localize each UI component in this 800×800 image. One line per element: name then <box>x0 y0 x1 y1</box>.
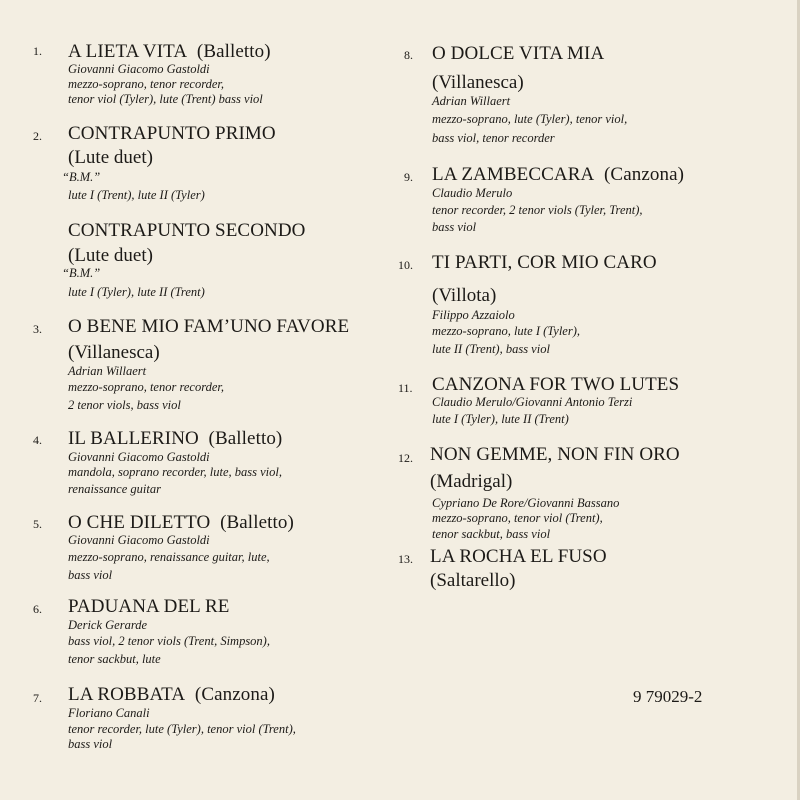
track-instruments-line: lute II (Trent), bass viol <box>432 342 550 356</box>
track-title: TI PARTI, COR MIO CARO <box>432 252 657 273</box>
track-number: 2. <box>33 129 42 143</box>
track-number: 10. <box>398 258 413 272</box>
track-instruments-line: bass viol, 2 tenor viols (Trent, Simpson), <box>68 634 270 648</box>
track-instruments-line: tenor recorder, 2 tenor viols (Tyler, Trent), <box>432 203 643 217</box>
track-title: LA ROCHA EL FUSO <box>430 546 607 567</box>
track-number: 3. <box>33 322 42 336</box>
track-form: (Villanesca) <box>68 342 160 363</box>
track-form: (Balletto) <box>196 41 271 62</box>
track-instruments-line: mandola, soprano recorder, lute, bass viol, <box>68 465 282 479</box>
track-instruments-line: mezzo-soprano, tenor recorder, <box>68 380 225 394</box>
track-composer: Giovanni Giacomo Gastoldi <box>68 62 210 76</box>
track-instruments-line: bass viol, tenor recorder <box>432 131 555 145</box>
track-instruments-line: mezzo-soprano, lute I (Tyler), <box>432 324 581 338</box>
track-form: (Lute duet) <box>68 147 153 168</box>
track-form: (Canzona) <box>604 164 685 185</box>
track-number: 5. <box>33 517 42 531</box>
track-composer: Claudio Merulo/Giovanni Antonio Terzi <box>432 395 633 409</box>
track-instruments-line: bass viol <box>68 568 113 582</box>
catalog-number: 9 79029-2 <box>633 687 703 706</box>
track-form: (Canzona) <box>194 684 275 705</box>
track-instruments-line: mezzo-soprano, tenor viol (Trent), <box>432 511 603 525</box>
track-instruments-line: mezzo-soprano, tenor recorder, <box>68 77 225 91</box>
track-form: (Villota) <box>432 285 497 306</box>
track-title: O BENE MIO FAM’UNO FAVORE <box>68 316 350 337</box>
track-instruments-line: lute I (Trent), lute II (Tyler) <box>68 188 205 202</box>
track-number: 7. <box>33 691 42 705</box>
track-number: 11. <box>398 381 413 395</box>
track-title: A LIETA VITA (Balletto) <box>68 41 271 62</box>
track-form: (Balletto) <box>220 512 294 533</box>
track-title: NON GEMME, NON FIN ORO <box>430 444 680 465</box>
track-number: 12. <box>398 451 413 465</box>
track-number: 4. <box>33 433 42 447</box>
track-composer: Filippo Azzaiolo <box>432 308 515 322</box>
track-form: (Lute duet) <box>68 245 153 266</box>
track-composer: Cypriano De Rore/Giovanni Bassano <box>432 496 620 510</box>
track-title: CONTRAPUNTO SECONDO <box>68 220 306 241</box>
track-instruments-line: renaissance guitar <box>68 482 161 496</box>
track-title: O DOLCE VITA MIA <box>432 43 605 64</box>
track-composer: “B.M.” <box>62 266 101 280</box>
track-instruments-line: tenor viol (Tyler), lute (Trent) bass viol <box>68 92 263 106</box>
track-composer: Derick Gerarde <box>68 618 148 632</box>
track-instruments-line: 2 tenor viols, bass viol <box>68 398 181 412</box>
track-composer: Claudio Merulo <box>432 186 513 200</box>
track-title: LA ROBBATA (Canzona) <box>68 684 275 705</box>
track-title: CONTRAPUNTO PRIMO <box>68 123 276 144</box>
track-instruments-line: tenor sackbut, bass viol <box>432 527 551 541</box>
track-instruments-line: lute I (Tyler), lute II (Trent) <box>68 285 205 299</box>
track-composer: Giovanni Giacomo Gastoldi <box>68 533 210 547</box>
track-title: CANZONA FOR TWO LUTES <box>432 374 680 395</box>
track-number: 1. <box>33 44 42 58</box>
track-form: (Villanesca) <box>432 72 524 93</box>
track-composer: Adrian Willaert <box>432 94 511 108</box>
track-composer: “B.M.” <box>62 170 101 184</box>
track-form: (Balletto) <box>208 428 283 449</box>
track-composer: Adrian Willaert <box>68 364 147 378</box>
track-instruments-line: bass viol <box>68 737 113 751</box>
track-instruments-line: tenor recorder, lute (Tyler), tenor viol (Trent), <box>68 722 296 736</box>
track-number: 9. <box>404 170 413 184</box>
track-composer: Giovanni Giacomo Gastoldi <box>68 450 210 464</box>
track-instruments-line: mezzo-soprano, renaissance guitar, lute, <box>68 550 270 564</box>
track-title: O CHE DILETTO (Balletto) <box>68 512 294 533</box>
track-title: IL BALLERINO (Balletto) <box>68 428 283 449</box>
track-instruments-line: tenor sackbut, lute <box>68 652 161 666</box>
track-instruments-line: mezzo-soprano, lute (Tyler), tenor viol, <box>432 112 628 126</box>
track-instruments-line: bass viol <box>432 220 477 234</box>
track-instruments-line: lute I (Tyler), lute II (Trent) <box>432 412 569 426</box>
track-number: 13. <box>398 552 413 566</box>
track-title: LA ZAMBECCARA (Canzona) <box>432 164 685 185</box>
track-title: PADUANA DEL RE <box>68 596 230 617</box>
track-number: 6. <box>33 602 42 616</box>
track-form: (Madrigal) <box>430 471 513 492</box>
track-form: (Saltarello) <box>430 570 516 591</box>
track-number: 8. <box>404 48 413 62</box>
track-composer: Floriano Canali <box>68 706 150 720</box>
